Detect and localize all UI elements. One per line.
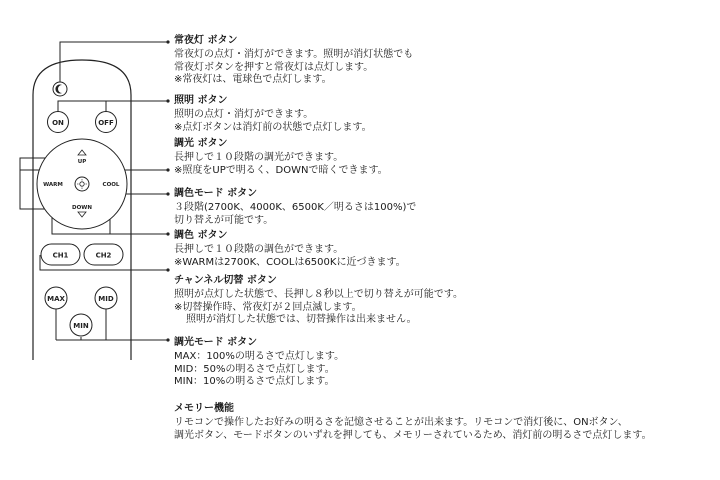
cool-label: COOL bbox=[102, 182, 120, 188]
ch1-button[interactable] bbox=[41, 244, 80, 265]
off-label: OFF bbox=[98, 119, 114, 127]
on-label: ON bbox=[52, 119, 64, 127]
section-line: 調光ボタン、モードボタンのいずれを押しても、メモリーされているため、消灯前の明るさで点灯します。 bbox=[174, 429, 652, 441]
section-line: 常夜灯の点灯・消灯ができます。照明が消灯状態でも bbox=[174, 49, 414, 60]
warm-label: WARM bbox=[43, 182, 63, 188]
section-line: MAX：100%の明るさで点灯します。 bbox=[174, 351, 345, 362]
memory-section bbox=[174, 403, 714, 442]
section-line: 照明が消灯した状態では、切替操作は出来ません。 bbox=[186, 314, 417, 325]
color-section bbox=[174, 230, 714, 269]
section-line: 照明の点灯・消灯ができます。 bbox=[174, 109, 314, 120]
channel-section bbox=[174, 275, 714, 327]
up-label: UP bbox=[77, 159, 87, 165]
section-title: メモリー機能 bbox=[174, 403, 234, 414]
section-line: 照明が点灯した状態で、長押し８秒以上で切り替えが可能です。 bbox=[174, 289, 463, 300]
section-line: ３段階(2700K、4000K、6500K／明るさは100%)で bbox=[174, 202, 417, 213]
min-button[interactable] bbox=[70, 314, 92, 336]
cool-button[interactable] bbox=[103, 182, 120, 188]
night-light-section bbox=[174, 35, 714, 87]
section-title: 常夜灯 ボタン bbox=[174, 35, 238, 46]
dim-mode-section bbox=[174, 337, 714, 389]
color-mode-button[interactable] bbox=[75, 177, 89, 191]
section-title: 調光 ボタン bbox=[174, 138, 228, 149]
ch1-label: CH1 bbox=[52, 251, 69, 260]
night-light-button[interactable] bbox=[53, 82, 67, 96]
color-mode-section bbox=[174, 188, 714, 227]
max-button[interactable] bbox=[45, 287, 67, 309]
section-line: MIN：10%の明るさで点灯します。 bbox=[174, 376, 335, 387]
section-title: 調色モード ボタン bbox=[174, 188, 258, 199]
mid-button[interactable] bbox=[95, 287, 117, 309]
section-line: ※常夜灯は、電球色で点灯します。 bbox=[174, 74, 332, 85]
min-label: MIN bbox=[73, 322, 89, 330]
section-line: 長押しで１０段階の調色ができます。 bbox=[174, 244, 344, 255]
max-label: MAX bbox=[47, 295, 65, 303]
section-line: ※点灯ボタンは消灯前の状態で点灯します。 bbox=[174, 121, 372, 133]
light-section bbox=[174, 95, 714, 134]
dpad bbox=[37, 139, 127, 229]
section-line: 長押しで１０段階の調光ができます。 bbox=[174, 152, 344, 163]
ch2-label: CH2 bbox=[95, 251, 112, 260]
off-button[interactable] bbox=[96, 112, 117, 133]
section-title: 照明 ボタン bbox=[174, 95, 228, 106]
warm-button[interactable] bbox=[43, 182, 63, 188]
section-line: MID：50%の明るさで点灯します。 bbox=[174, 363, 335, 375]
section-title: チャンネル切替 ボタン bbox=[174, 275, 277, 286]
section-title: 調色 ボタン bbox=[174, 230, 228, 241]
down-label: DOWN bbox=[72, 205, 92, 211]
mid-label: MID bbox=[98, 295, 114, 303]
dimming-section bbox=[174, 138, 714, 177]
section-line: ※照度をUPで明るく、DOWNで暗くできます。 bbox=[174, 164, 388, 176]
section-line: リモコンで操作したお好みの明るさを記憶させることが出来ます。リモコンで消灯後に、ONボタン、 bbox=[174, 417, 628, 428]
section-line: 常夜灯ボタンを押すと常夜灯は点灯します。 bbox=[174, 61, 374, 73]
section-line: 切り替えが可能です。 bbox=[174, 214, 274, 226]
on-button[interactable] bbox=[48, 112, 69, 133]
ch2-button[interactable] bbox=[84, 244, 123, 265]
section-line: ※切替操作時、常夜灯が２回点滅します。 bbox=[174, 301, 362, 313]
section-line: ※WARMは2700K、COOLは6500Kに近づきます。 bbox=[174, 256, 406, 268]
section-title: 調光モード ボタン bbox=[174, 337, 258, 348]
